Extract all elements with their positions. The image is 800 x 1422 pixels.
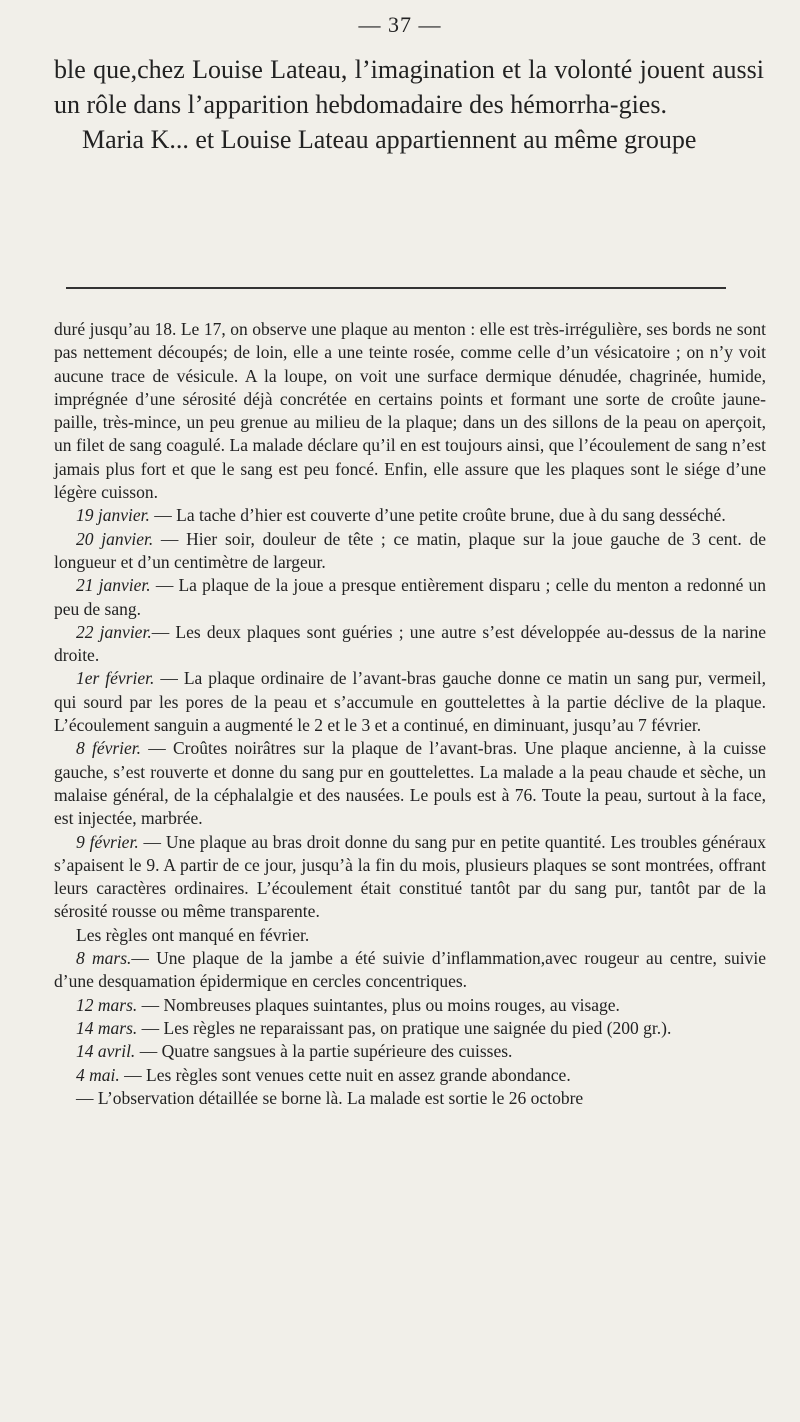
- entry-date: 1er février.: [76, 668, 155, 689]
- footnote: [54, 318, 766, 1110]
- main-text: [54, 52, 764, 157]
- entry-text: — La plaque de la joue a presque entièrement disparu ; celle du menton a redonné un peu de sang.: [54, 575, 766, 619]
- footnote-divider: [66, 287, 726, 289]
- entry-date: 4 mai.: [76, 1064, 120, 1085]
- entry-text: — Une plaque au bras droit donne du sang pur en petite quantité. Les troubles généraux s’apaisent le 9. A partir de ce jour, jusqu’à la fin du mois, plusieurs plaques se sont montrées, offrant leurs caractères ordinaires. L’écoulement était constitué tantôt par du sang pur, tantôt par de la sérosité rousse ou même transparente.: [54, 831, 767, 922]
- entry-text: — Les deux plaques sont guéries ; une autre s’est développée au-dessus de la narine droite.: [54, 621, 766, 666]
- footnote-entry: [54, 737, 766, 830]
- footnote-entry: [54, 924, 766, 947]
- entry-text: — Une plaque de la jambe a été suivie d’inflammation,avec rougeur au centre, suivie d’une desquamation épidermique en cercles concentriques.: [54, 948, 766, 992]
- footnote-entry: [54, 947, 766, 994]
- footnote-entry: [54, 667, 766, 737]
- entry-date: 19 janvier.: [76, 505, 150, 526]
- footnote-entry: [54, 621, 766, 668]
- entry-date: 8 mars.: [76, 948, 132, 969]
- footnote-entry: [54, 1087, 766, 1110]
- entry-text: Les règles ont manqué en février.: [76, 924, 310, 945]
- page-number: — 37 —: [358, 12, 442, 37]
- entry-date: 20 janvier.: [76, 528, 154, 549]
- footnote-entry: [54, 1017, 766, 1040]
- footnote-intro: duré jusqu’au 18. Le 17, on observe une plaque au menton : elle est très-irrégulière, ses bords ne sont pas nettement découpés; de loin, elle a une teinte rosée, comme celle d’un vésicatoire ; on n’y voit aucune trace de vésicule. A la loupe, on voit une surface dermique dénudée, chagrinée, humide, imprégnée d’une sérosité déjà concrétée en certains points et formant une sorte de croûte jaune-paille, très-mince, un peu grenue au milieu de la plaque; dans un des sillons de la peau on aperçoit, un filet de sang coagulé. La malade déclare qu’il en est toujours ainsi, que l’écoulement de sang n’est jamais plus fort et que le sang est peu foncé. Enfin, elle assure que les plaques sont le siége d’une légère cuisson.: [54, 319, 766, 503]
- footnote-entry: [54, 994, 766, 1017]
- footnote-entry: [54, 1040, 766, 1063]
- entry-text: — Les règles sont venues cette nuit en assez grande abondance.: [119, 1064, 571, 1085]
- entry-text: — Croûtes noirâtres sur la plaque de l’avant-bras. Une plaque ancienne, à la cuisse gauche, s’est rouverte et donne du sang pur en gouttelettes. La malade a la peau chaude et sèche, un malaise général, de la céphalalgie et des nausées. Le pouls est à 76. Toute la peau, surtout à la face, est injectée, marbrée.: [54, 738, 766, 829]
- footnote-entry: [54, 504, 766, 527]
- footnote-entry: [54, 1064, 766, 1087]
- entry-text: — La plaque ordinaire de l’avant-bras gauche donne ce matin un sang pur, vermeil, qui sourd par les pores de la peau et s’accumule en gouttelettes à la partie déclive de la plaque. L’écoulement sanguin a augmenté le 2 et le 3 et a continué, en diminuant, jusqu’au 7 février.: [54, 668, 766, 736]
- main-paragraph-1: ble que,chez Louise Lateau, l’imagination et la volonté jouent aussi un rôle dans l’apparition hebdomadaire des hémorrha-gies.: [54, 55, 764, 119]
- entry-date: 14 avril.: [76, 1041, 136, 1062]
- entry-text: — Nombreuses plaques suintantes, plus ou moins rouges, au visage.: [137, 994, 620, 1015]
- footnote-entry: [54, 574, 766, 621]
- entry-date: 22 janvier.: [76, 621, 152, 642]
- entry-text: — La tache d’hier est couverte d’une petite croûte brune, due à du sang desséché.: [149, 505, 726, 526]
- footnote-entry: [54, 831, 766, 924]
- entry-text: — Hier soir, douleur de tête ; ce matin, plaque sur la joue gauche de 3 cent. de longueur et d’un centimètre de largeur.: [54, 528, 766, 572]
- entry-date: 14 mars.: [76, 1017, 138, 1038]
- entry-text: — L’observation détaillée se borne là. La malade est sortie le 26 octobre: [76, 1087, 584, 1108]
- entry-text: — Les règles ne reparaissant pas, on pratique une saignée du pied (200 gr.).: [137, 1017, 672, 1038]
- entry-text: — Quatre sangsues à la partie supérieure des cuisses.: [135, 1041, 513, 1062]
- entry-date: 8 février.: [76, 738, 142, 759]
- entry-date: 9 février.: [76, 831, 139, 852]
- entry-date: 21 janvier.: [76, 575, 151, 596]
- entry-date: 12 mars.: [76, 994, 138, 1015]
- footnote-entry: [54, 528, 766, 575]
- main-paragraph-2: Maria K... et Louise Lateau appartiennent au même groupe: [82, 125, 697, 154]
